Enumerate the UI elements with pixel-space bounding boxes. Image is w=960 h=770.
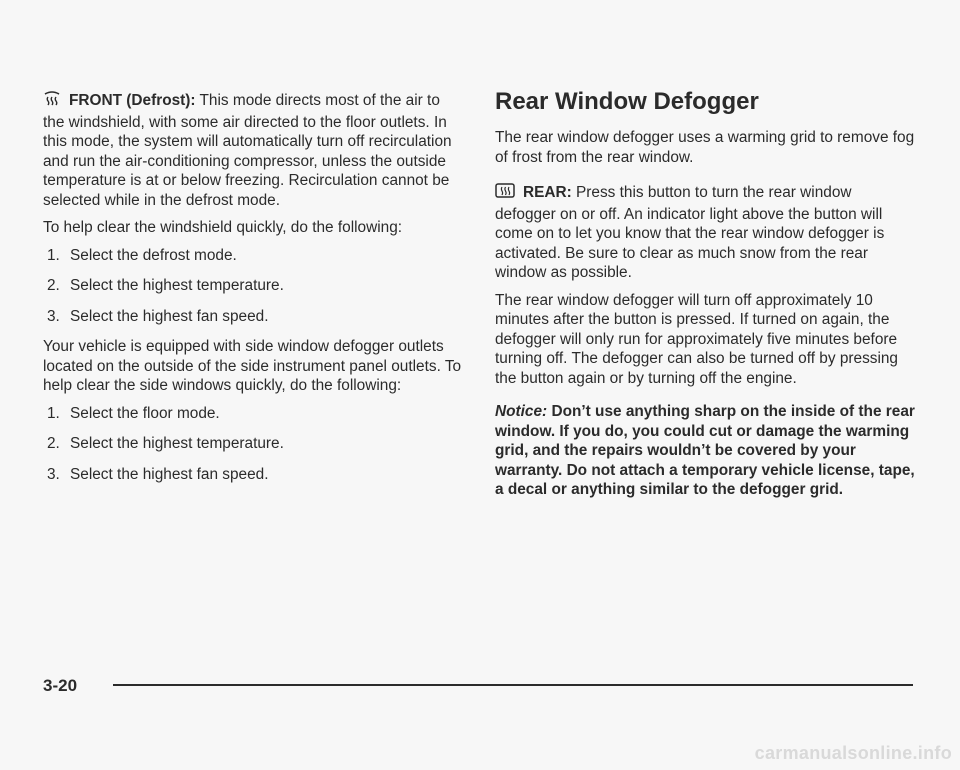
list-item [43, 246, 463, 266]
step-text: Select the highest fan speed. [70, 465, 269, 483]
step-text: Select the defrost mode. [70, 246, 237, 264]
step-text: Select the highest temperature. [70, 277, 284, 294]
front-defrost-text: This mode directs most of the air to the windshield, with some air directed to the floor outlets. In this mode, the system will automatically turn off recirculation and run the air-conditioning compressor, unless the outside temperature is at or below freezing. Recirculation cannot be selected while in the defrost mode. [43, 92, 452, 209]
front-defrost-paragraph [43, 90, 463, 210]
watermark: carmanualsonline.info [754, 743, 952, 763]
notice-text: Don’t use anything sharp on the inside of the rear window. If you do, you could cut or damage the warming grid, and the repairs wouldn’t be covered by your warranty. Do not attach a temporary vehicle license, tape, a decal or anything similar to the defogger grid. [495, 403, 915, 498]
defogger-intro: The rear window defogger uses a warming grid to remove fog of frost from the rear window. [495, 129, 915, 166]
footer-rule [113, 684, 913, 686]
step-number: 3. [47, 307, 60, 325]
right-column [495, 88, 915, 500]
timer-paragraph: The rear window defogger will turn off approximately 10 minutes after the button is pressed. If turned on again, the defogger will only run for approximately five minutes before turning off. The defogger can also be turned off by pressing the button again or by turning off the engine. [495, 291, 898, 387]
step-number: 1. [47, 246, 60, 264]
list-item [43, 276, 463, 296]
rear-window-defrost-icon [495, 183, 515, 205]
left-column [43, 90, 463, 495]
notice-label: Notice: [495, 403, 548, 420]
rear-text: Press this button to turn the rear window defogger on or off. An indicator light above the button will come on to let you know that the rear window defogger is activated. Be sure to clear as much snow from the rear window as possible. [495, 184, 885, 281]
rear-label: REAR: [523, 184, 572, 201]
side-window-steps [43, 404, 463, 485]
windshield-defrost-icon [43, 90, 61, 113]
step-number: 1. [47, 404, 60, 422]
list-item [43, 465, 463, 485]
list-item [43, 307, 463, 327]
windshield-intro: To help clear the windshield quickly, do the following: [43, 219, 403, 236]
notice-paragraph [495, 402, 915, 500]
rear-button-paragraph [495, 183, 915, 283]
list-item [43, 404, 463, 424]
page-number: 3-20 [43, 676, 78, 695]
section-heading: Rear Window Defogger [495, 88, 759, 115]
windshield-steps [43, 246, 463, 327]
step-number: 2. [47, 277, 60, 294]
step-text: Select the highest fan speed. [70, 307, 269, 325]
step-number: 2. [47, 435, 60, 452]
front-defrost-label: FRONT (Defrost): [69, 92, 196, 109]
step-number: 3. [47, 465, 60, 483]
step-text: Select the highest temperature. [70, 435, 284, 452]
side-window-intro: Your vehicle is equipped with side window defogger outlets located on the outside of the side instrument panel outlets. To help clear the side windows quickly, do the following: [43, 338, 462, 394]
step-text: Select the floor mode. [70, 404, 220, 422]
list-item [43, 434, 463, 454]
